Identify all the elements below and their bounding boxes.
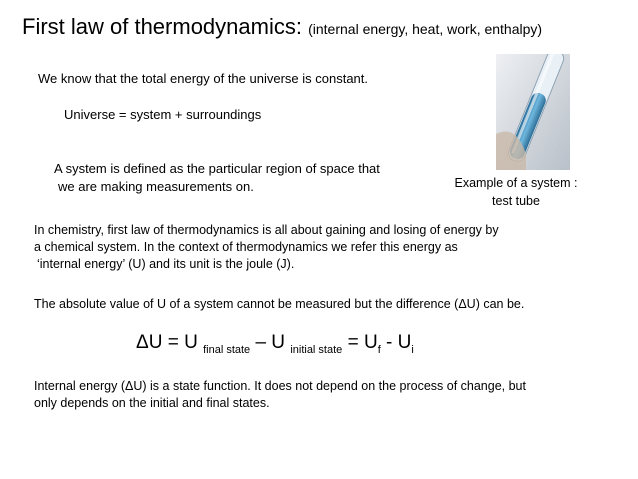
test-tube-image <box>496 54 570 170</box>
equation-equals: = U <box>347 332 378 353</box>
title-subtitle: (internal energy, heat, work, enthalpy) <box>308 21 543 37</box>
equation-minus2: - U <box>386 332 412 353</box>
chemistry-line3: ‘internal energy’ (U) and its unit is the joule (J). <box>37 257 295 271</box>
image-caption-line1: Example of a system : <box>454 176 578 190</box>
delta-u-equation <box>136 332 414 356</box>
title-main: First law of thermodynamics: <box>22 14 302 39</box>
absolute-value-text: The absolute value of U of a system cannot be measured but the difference (ΔU) can be. <box>34 297 525 311</box>
equation-lhs: ΔU = U <box>136 332 198 353</box>
system-definition <box>54 160 380 196</box>
slide-title <box>22 14 542 40</box>
equation-final-subscript: final state <box>203 343 251 356</box>
universe-equation: Universe = system + surroundings <box>64 107 262 122</box>
intro-text: We know that the total energy of the universe is constant. <box>38 71 369 86</box>
equation-i-subscript: i <box>411 343 414 356</box>
equation-f-subscript: f <box>377 343 381 356</box>
state-function-paragraph <box>34 378 526 412</box>
chemistry-line1: In chemistry, first law of thermodynamics is all about gaining and losing of energy by <box>34 223 499 237</box>
state-function-line1: Internal energy (ΔU) is a state function. It does not depend on the process of change, but <box>34 379 526 393</box>
equation-minus: – U <box>255 332 286 353</box>
image-caption <box>418 174 614 210</box>
state-function-line2: only depends on the initial and final states. <box>34 396 270 410</box>
system-definition-line1: A system is defined as the particular region of space that <box>54 161 380 176</box>
chemistry-line2: a chemical system. In the context of thermodynamics we refer this energy as <box>34 240 458 254</box>
equation-initial-subscript: initial state <box>290 343 343 356</box>
image-caption-line2: test tube <box>492 194 540 208</box>
chemistry-paragraph <box>34 222 499 273</box>
system-definition-line2: we are making measurements on. <box>58 179 254 194</box>
